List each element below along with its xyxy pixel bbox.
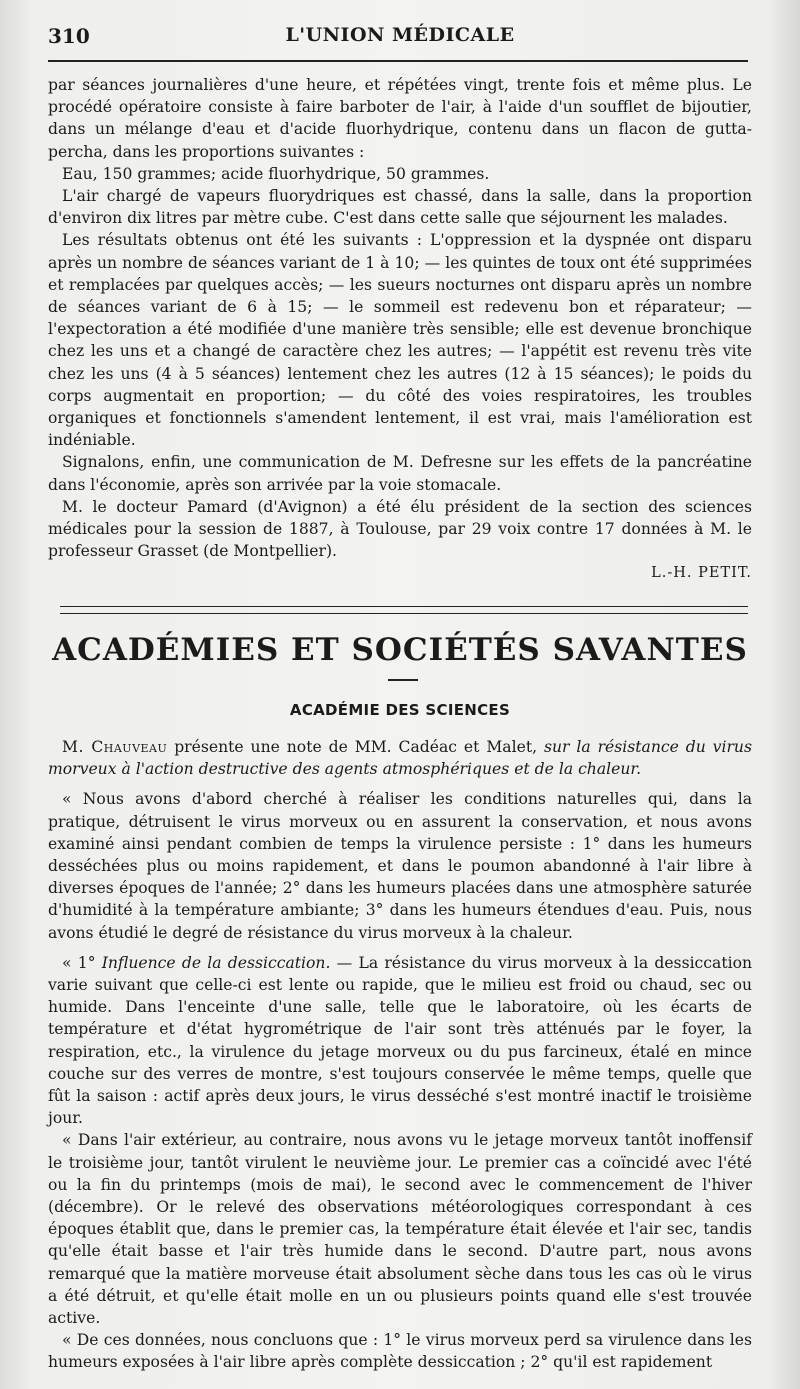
paragraph: « Nous avons d'abord cherché à réaliser les conditions naturelles qui, dans la pratique, détruisent le virus morveux ou en assurent la conservation, et nous avons examiné ainsi pendant combien de temps la virulence persiste : 1° dans les humeurs desséchées plus ou moins rapidement, et dans le poumon abandonné à l'air libre à diverses époques de l'année; 2° dans les humeurs placées dans une atmosphère saturée d'humidité à la température ambiante; 3° dans les humeurs étendues d'eau. Puis, nous avons étudié le degré de résistance du virus morveux à la chaleur. xyxy=(48,790,752,942)
subsection-title: ACADÉMIE DES SCIENCES xyxy=(289,701,511,719)
paragraph: Les résultats obtenus ont été les suivants : L'oppression et la dyspnée ont disparu après un nombre de séances variant de 1 à 10; — les quintes de toux ont été supprimées et remplacées par quelques accès; — les sueurs nocturnes ont disparu après un nombre de séances variant de 6 à 15; — le sommeil est redevenu bon et réparateur; — l'expectoration a été modifiée d'une manière très sensible; elle est devenue bronchique chez les uns et a changé de caractère chez les autres; — l'appétit est revenu très vite chez les uns (4 à 5 séances) lentement chez les autres (12 à 15 séances); le poids du corps augmentait en proportion; — du côté des voies respiratoires, les troubles organiques et fonctionnels s'amendent lentement, il est vrai, mais l'amélioration est indéniable. xyxy=(48,231,752,450)
paragraph: Eau, 150 grammes; acide fluorhydrique, 50 grammes. xyxy=(62,164,490,183)
intro-paragraph xyxy=(48,736,752,780)
intro-text: présente une note de MM. Cadéac et Malet, xyxy=(174,738,538,756)
paragraph: Signalons, enfin, une communication de M. Defresne sur les effets de la pancréatine dans l'économie, après son arrivée par la voie stomacale. xyxy=(48,453,752,494)
title-dash xyxy=(388,679,418,681)
section-divider xyxy=(60,606,748,614)
bottom-article xyxy=(48,736,752,1374)
running-title: L'UNION MÉDICALE xyxy=(285,24,515,46)
paragraph-lead: « 1° xyxy=(62,953,96,972)
signature: L.-H. PETIT. xyxy=(651,565,752,582)
paragraph: « De ces données, nous concluons que : 1° le virus morveux perd sa virulence dans les humeurs exposées à l'air libre après complète dessiccation ; 2° qu'il est rapidement xyxy=(48,1331,752,1372)
paragraph-heading: Influence de la dessiccation. xyxy=(101,953,331,972)
paragraph xyxy=(48,952,752,1130)
page-header xyxy=(48,22,752,52)
paragraph: « Dans l'air extérieur, au contraire, nous avons vu le jetage morveux tantôt inoffensif le troisième jour, tantôt virulent le neuvième jour. Le premier cas a coïncidé avec l'été ou la fin du printemps (mois de mai), le second avec le commencement de l'hiver (décembre). Or le relevé des observations météorologiques correspondant à ces époques établit que, dans le premier cas, la température était élevée et l'air sec, tandis qu'elle était basse et l'air très humide dans le second. D'autre part, nous avons remarqué que la matière morveuse était absolument sèche dans tous les cas où le virus a été détruit, et qu'elle était molle en un ou plusieurs points quand elle s'est trouvée active. xyxy=(48,1131,752,1328)
paragraph-text: — La résistance du virus morveux à la dessiccation varie suivant que celle-ci est lente ou rapide, que le milieu est froid ou chaud, sec ou humide. Dans l'enceinte d'une salle, telle que le laboratoire, où les écarts de température et d'état hygrométrique de l'air sont très atténués par le foyer, la respiration, etc., la virulence du jetage morveux ou du pus farcineux, étalé en mince couche sur des verres de montre, s'est toujours conservée le même temps, quelle que fût la saison : actif après deux jours, le virus desséché s'est montré inactif le troisième jour. xyxy=(48,953,753,1128)
header-rule xyxy=(48,60,748,62)
paragraph: M. le docteur Pamard (d'Avignon) a été élu président de la section des sciences médicales pour la session de 1887, à Toulouse, par 29 voix contre 17 données à M. le professeur Grasset (de Montpellier). xyxy=(48,497,752,561)
top-article xyxy=(48,74,752,585)
page-number: 310 xyxy=(48,24,90,48)
paragraph: L'air chargé de vapeurs fluorydriques est chassé, dans la salle, dans la proportion d'environ dix litres par mètre cube. C'est dans cette salle que séjournent les malades. xyxy=(48,187,752,228)
section-title: ACADÉMIES ET SOCIÉTÉS SAVANTES xyxy=(52,632,748,668)
author-name: M. Chauveau xyxy=(62,738,168,756)
paragraph: par séances journalières d'une heure, et répétées vingt, trente fois et même plus. Le procédé opératoire consiste à faire barboter de l'air, à l'aide d'un soufflet de bijoutier, dans un mélange d'eau et d'acide fluorhydrique, contenu dans un flacon de gutta-percha, dans les proportions suivantes : xyxy=(48,76,752,161)
intro-italic: sur la résistance du virus morveux à l'action destructive des agents atmosphériques et de la chaleur. xyxy=(48,738,752,779)
